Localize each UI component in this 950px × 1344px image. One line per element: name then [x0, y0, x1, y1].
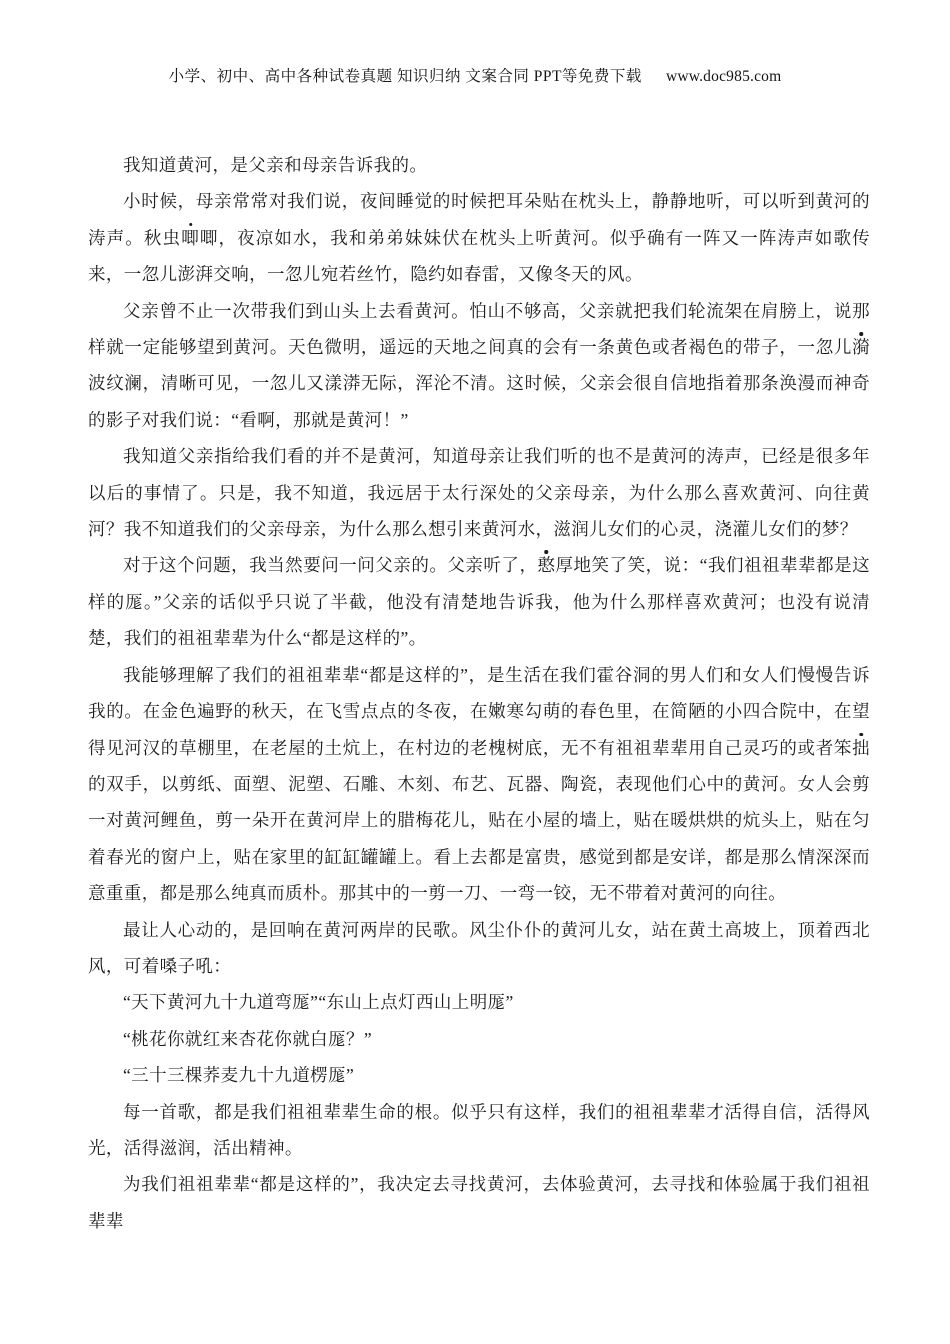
article-paragraph: 最让人心动的，是回响在黄河两岸的民歌。风尘仆仆的黄河儿女，站在黄土高坡上，顶着西北风，可着嗓子吼：	[88, 919, 870, 976]
article-paragraph: “桃花你就红来杏花你就白厖？”	[123, 1028, 373, 1049]
site-url: www.doc985.com	[665, 68, 782, 85]
article-paragraph: 我知道父亲指给我们看的并不是黄河，知道母亲让我们听的也不是黄河的涛声，已经是很多年以后的事情了。只是，我不知道，我远居于太行深处的父亲母亲，为什么那么喜欢黄河、向往黄河？我不知道我们的父亲母亲，为什么那么想引来黄河水，滋润儿女们的心灵，浇灌儿女们的梦？	[88, 446, 870, 540]
article-paragraph: “三十三棵荞麦九十九道楞厖”	[123, 1065, 355, 1086]
article-paragraph: 对于这个问题，我当然要问一问父亲的。父亲听了，憨厚地笑了笑，说：“我们祖祖辈辈都是这样的厖。”父亲的话似乎只说了半截，他没有清楚地告诉我，他为什么那样喜欢黄河；也没有说清楚，我们的祖祖辈辈为什么“都是这样的”。	[88, 555, 871, 649]
emphasis-dot-char: 漪	[852, 337, 870, 358]
article-paragraph: “天下黄河九十九道弯厖”“东山上点灯西山上明厖”	[123, 992, 514, 1013]
article-paragraph: 为我们祖祖辈辈“都是这样的”，我决定去寻找黄河，去体验黄河，去寻找和体验属于我们祖祖辈辈	[88, 1174, 870, 1231]
emphasis-dot-char: 唧	[181, 227, 200, 248]
article-paragraph: 我知道黄河，是父亲和母亲告诉我的。	[123, 155, 428, 175]
article-paragraph: 父亲曾不止一次带我们到山头上去看黄河。怕山不够高，父亲就把我们轮流架在肩膀上，说那样就一定能够望到黄河。天色微明，遥远的天地之间真的会有一条黄色或者褐色的带子，一忽儿漪波纹澜，清晰可见，一忽儿又漾漭无际，浑沦不清。这时候，父亲会很自信地指着那条涣漫而神奇的影子对我们说：“看啊，那就是黄河！”	[88, 300, 870, 430]
emphasis-dot-char: 憨	[537, 555, 556, 576]
header-promo-text: 小学、初中、高中各种试卷真题 知识归纳 文案合同 PPT等免费下载	[168, 68, 642, 85]
article-paragraph: 我能够理解了我们的祖祖辈辈“都是这样的”，是生活在我们霍谷洞的男人们和女人们慢慢告诉我的。在金色遍野的秋天，在飞雪点点的冬夜，在嫩寒勾萌的春色里，在简陋的小四合院中，在望得见河汉的草棚里，在老屋的土炕上，在村边的老槐树底，无不有祖祖辈辈用自己灵巧的或者笨拙的双手，以剪纸、面塑、泥塑、石雕、木刻、布艺、瓦器、陶瓷，表现他们心中的黄河。女人会剪一对黄河鲤鱼，剪一朵开在黄河岸上的腊梅花儿，贴在小屋的墙上，贴在暖烘烘的炕头上，贴在匀着春光的窗户上，贴在家里的缸缸罐罐上。看上去都是富贵，感觉到都是安详，都是那么情深深而意重重，都是那么纯真而质朴。那其中的一剪一刀、一弯一铰，无不带着对黄河的向往。	[88, 664, 870, 904]
emphasis-dot-char: 拙	[852, 737, 870, 758]
article-paragraph: 每一首歌，都是我们祖祖辈辈生命的根。似乎只有这样，我们的祖祖辈辈才活得自信，活得风光，活得滋润，活出精神。	[88, 1101, 870, 1158]
site-header	[0, 64, 950, 86]
article-paragraph: 小时候，母亲常常对我们说，夜间睡觉的时候把耳朵贴在枕头上，静静地听，可以听到黄河的涛声。秋虫唧唧，夜凉如水，我和弟弟妹妹伏在枕头上听黄河。似乎确有一阵又一阵涛声如歌传来，一忽儿澎湃交响，一忽儿宛若丝竹，隐约如春雷，又像冬天的风。	[88, 191, 870, 285]
article-body	[88, 147, 870, 1239]
